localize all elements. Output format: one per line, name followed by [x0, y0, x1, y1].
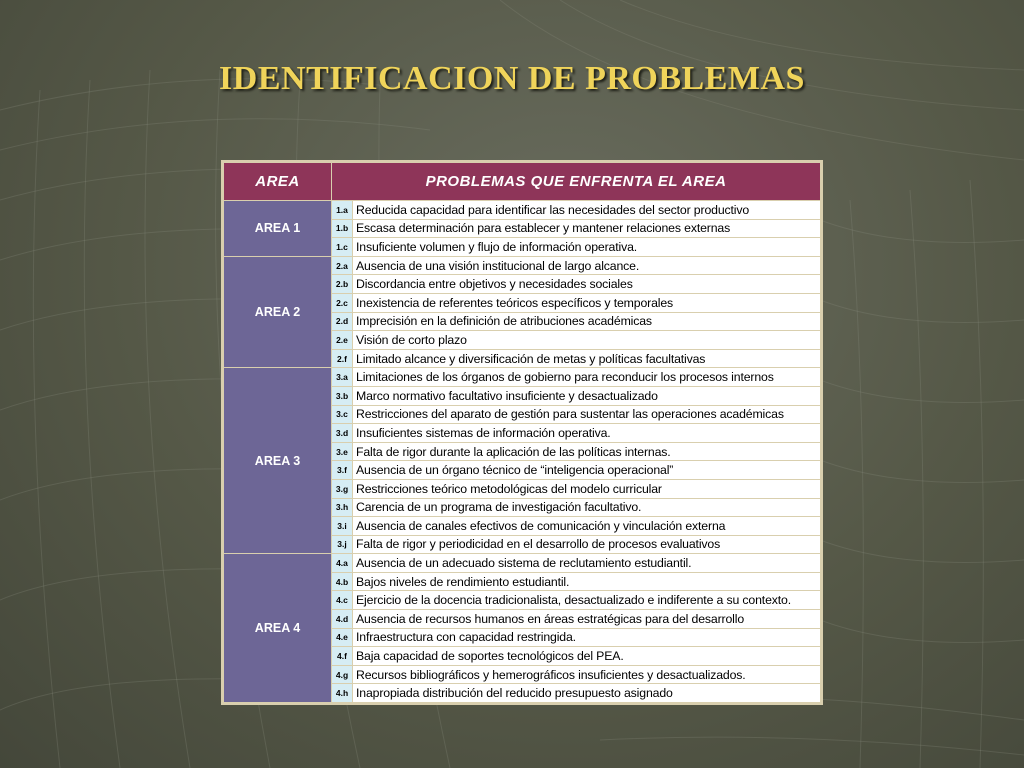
problem-description: Escasa determinación para establecer y mantener relaciones externas [353, 219, 821, 238]
area-label: AREA 3 [224, 368, 332, 554]
problem-description: Falta de rigor y periodicidad en el desarrollo de procesos evaluativos [353, 535, 821, 554]
problem-description: Carencia de un programa de investigación facultativo. [353, 498, 821, 517]
problem-description: Infraestructura con capacidad restringida. [353, 628, 821, 647]
problem-description: Ausencia de un órgano técnico de “inteligencia operacional” [353, 461, 821, 480]
problem-description: Imprecisión en la definición de atribuciones académicas [353, 312, 821, 331]
slide-title: IDENTIFICACION DE PROBLEMAS [219, 60, 805, 97]
problem-code: 3.d [332, 424, 353, 443]
problem-description: Falta de rigor durante la aplicación de las políticas internas. [353, 442, 821, 461]
table-row [224, 368, 821, 387]
problem-code: 3.h [332, 498, 353, 517]
problem-description: Discordancia entre objetivos y necesidades sociales [353, 275, 821, 294]
problem-code: 4.f [332, 647, 353, 666]
problem-description: Restricciones del aparato de gestión para sustentar las operaciones académicas [353, 405, 821, 424]
problem-code: 3.a [332, 368, 353, 387]
problem-description: Visión de corto plazo [353, 331, 821, 350]
area-label: AREA 4 [224, 554, 332, 703]
table-row [224, 554, 821, 573]
problem-code: 2.e [332, 331, 353, 350]
problem-code: 4.d [332, 610, 353, 629]
problem-description: Ausencia de recursos humanos en áreas estratégicas para del desarrollo [353, 610, 821, 629]
problem-code: 4.c [332, 591, 353, 610]
table-row [224, 256, 821, 275]
problem-code: 3.f [332, 461, 353, 480]
problem-code: 3.b [332, 386, 353, 405]
problem-code: 2.c [332, 293, 353, 312]
problem-description: Marco normativo facultativo insuficiente y desactualizado [353, 386, 821, 405]
problem-description: Limitaciones de los órganos de gobierno para reconducir los procesos internos [353, 368, 821, 387]
problem-description: Insuficiente volumen y flujo de información operativa. [353, 238, 821, 257]
problems-table [221, 160, 823, 705]
problem-code: 2.b [332, 275, 353, 294]
problem-code: 3.i [332, 517, 353, 536]
problem-code: 4.g [332, 665, 353, 684]
problem-description: Recursos bibliográficos y hemerográficos insuficientes y desactualizados. [353, 665, 821, 684]
problem-code: 2.f [332, 349, 353, 368]
problem-description: Restricciones teórico metodológicas del modelo curricular [353, 479, 821, 498]
problem-description: Ejercicio de la docencia tradicionalista, desactualizado e indiferente a su contexto. [353, 591, 821, 610]
problem-code: 3.g [332, 479, 353, 498]
area-label: AREA 1 [224, 201, 332, 257]
problem-code: 3.e [332, 442, 353, 461]
problem-code: 3.c [332, 405, 353, 424]
problem-code: 4.e [332, 628, 353, 647]
problem-description: Ausencia de una visión institucional de largo alcance. [353, 256, 821, 275]
table-row [224, 201, 821, 220]
problem-description: Bajos niveles de rendimiento estudiantil. [353, 572, 821, 591]
problem-code: 1.a [332, 201, 353, 220]
problem-description: Inapropiada distribución del reducido presupuesto asignado [353, 684, 821, 703]
problem-code: 4.a [332, 554, 353, 573]
problem-description: Limitado alcance y diversificación de metas y políticas facultativas [353, 349, 821, 368]
area-label: AREA 2 [224, 256, 332, 368]
problem-description: Insuficientes sistemas de información operativa. [353, 424, 821, 443]
problem-description: Ausencia de un adecuado sistema de reclutamiento estudiantil. [353, 554, 821, 573]
problem-code: 4.h [332, 684, 353, 703]
problem-description: Ausencia de canales efectivos de comunicación y vinculación externa [353, 517, 821, 536]
problem-description: Reducida capacidad para identificar las necesidades del sector productivo [353, 201, 821, 220]
problem-code: 1.c [332, 238, 353, 257]
problem-code: 3.j [332, 535, 353, 554]
problem-code: 4.b [332, 572, 353, 591]
problem-code: 2.d [332, 312, 353, 331]
problem-code: 1.b [332, 219, 353, 238]
problem-code: 2.a [332, 256, 353, 275]
header-area: AREA [224, 163, 332, 201]
problem-description: Baja capacidad de soportes tecnológicos del PEA. [353, 647, 821, 666]
header-problems: PROBLEMAS QUE ENFRENTA EL AREA [332, 163, 821, 201]
table-header-row [224, 163, 821, 201]
problem-description: Inexistencia de referentes teóricos específicos y temporales [353, 293, 821, 312]
